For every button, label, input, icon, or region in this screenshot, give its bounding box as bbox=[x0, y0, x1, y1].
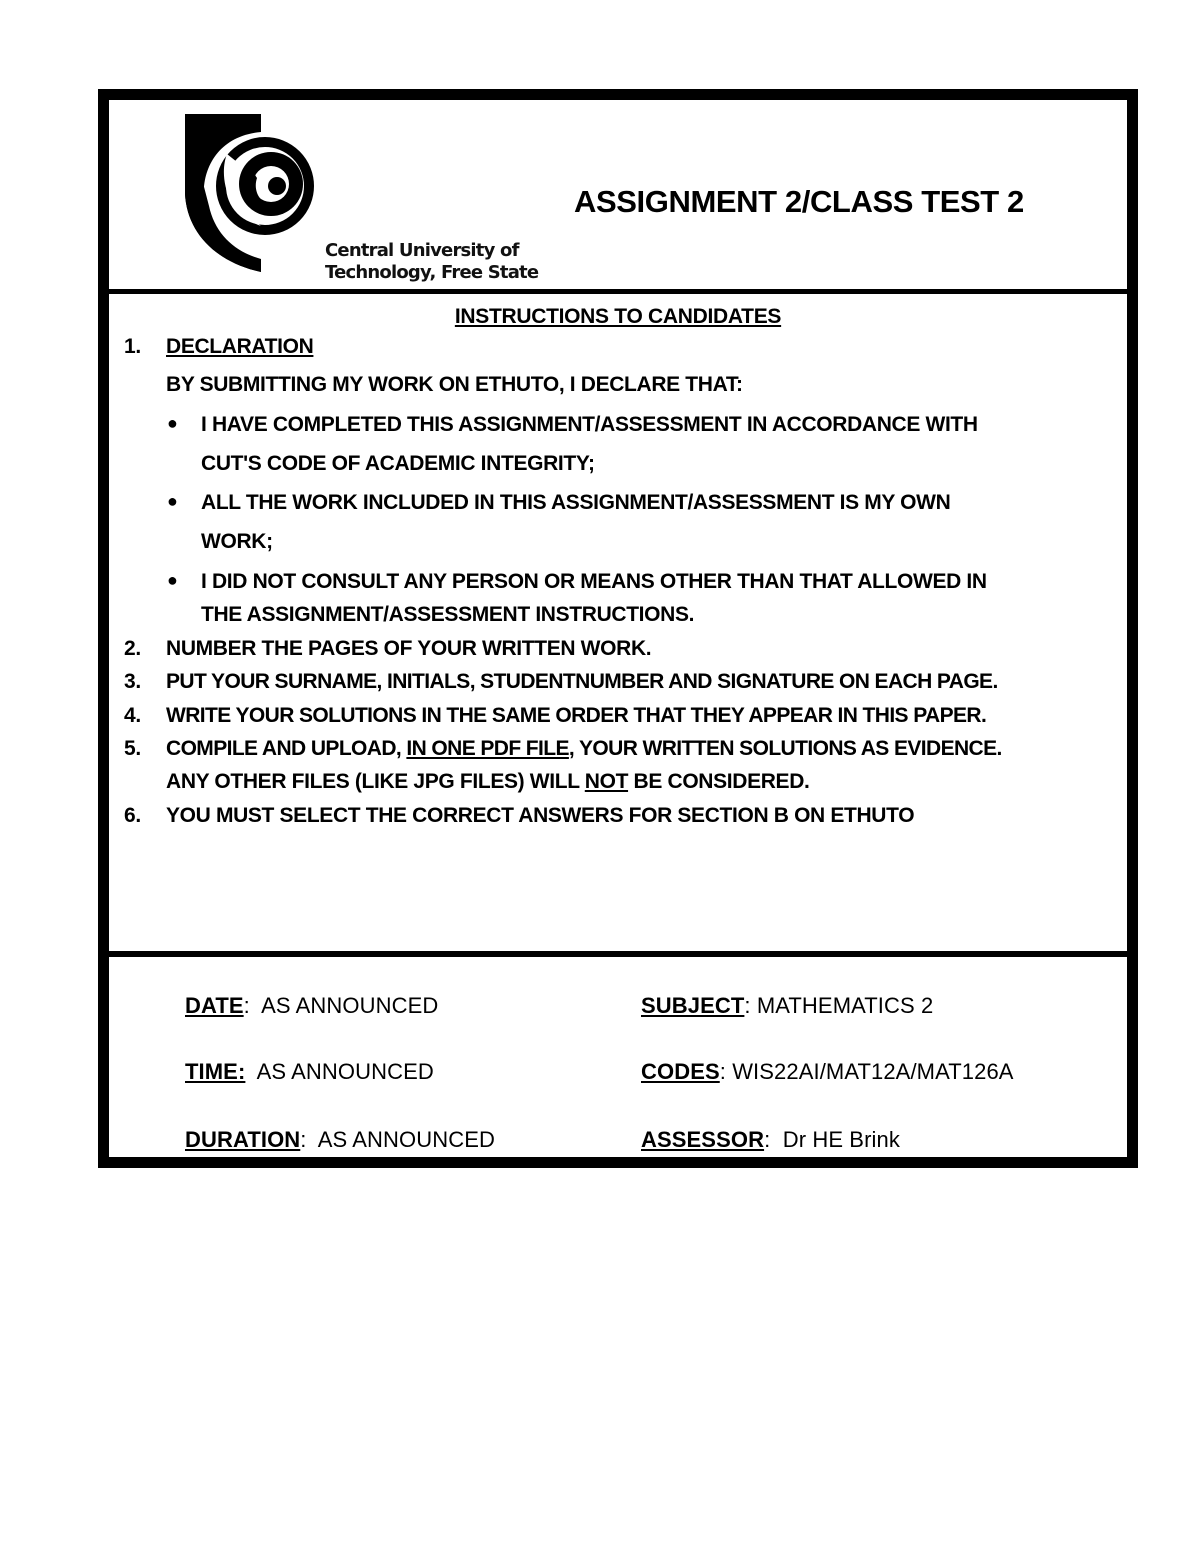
bullet-text-continued: CUT'S CODE OF ACADEMIC INTEGRITY; bbox=[201, 452, 595, 475]
declaration-label: DECLARATION bbox=[166, 335, 314, 358]
item-number: 1. bbox=[124, 335, 141, 358]
university-logo bbox=[175, 114, 539, 284]
bullet-icon: ● bbox=[167, 413, 178, 433]
date-value: AS ANNOUNCED bbox=[261, 993, 439, 1018]
item-text: NUMBER THE PAGES OF YOUR WRITTEN WORK. bbox=[166, 637, 652, 660]
declaration-intro: BY SUBMITTING MY WORK ON ETHUTO, I DECLARE THAT: bbox=[166, 373, 743, 396]
time-field bbox=[185, 1059, 434, 1085]
logo-name-line-1: Central University of bbox=[325, 240, 519, 261]
item-text: PUT YOUR SURNAME, INITIALS, STUDENTNUMBER AND SIGNATURE ON EACH PAGE. bbox=[166, 670, 998, 693]
item-text: YOU MUST SELECT THE CORRECT ANSWERS FOR SECTION B ON ETHUTO bbox=[166, 804, 915, 827]
document-frame bbox=[98, 89, 1138, 1168]
time-label: TIME: bbox=[185, 1059, 246, 1084]
details-section bbox=[109, 957, 1127, 1157]
item-number: 6. bbox=[124, 804, 141, 827]
codes-label: CODES bbox=[641, 1059, 720, 1084]
bullet-text: ALL THE WORK INCLUDED IN THIS ASSIGNMENT/ASSESSMENT IS MY OWN bbox=[201, 491, 951, 514]
bullet-icon: ● bbox=[167, 570, 178, 590]
subject-field: SUBJECT: MATHEMATICS 2 bbox=[641, 993, 934, 1018]
item-number: 5. bbox=[124, 737, 141, 760]
bullet-text: I HAVE COMPLETED THIS ASSIGNMENT/ASSESSMENT IN ACCORDANCE WITH bbox=[201, 413, 978, 436]
item-text: WRITE YOUR SOLUTIONS IN THE SAME ORDER THAT THEY APPEAR IN THIS PAPER. bbox=[166, 704, 987, 727]
instructions-heading: INSTRUCTIONS TO CANDIDATES bbox=[454, 305, 782, 328]
bullet-icon: ● bbox=[167, 491, 178, 511]
item-number: 3. bbox=[124, 670, 141, 693]
bullet-text: I DID NOT CONSULT ANY PERSON OR MEANS OTHER THAN THAT ALLOWED IN bbox=[201, 570, 987, 593]
assessor-label: ASSESSOR bbox=[641, 1127, 765, 1152]
instructions-section bbox=[109, 294, 1127, 957]
date-field: DATE: AS ANNOUNCED bbox=[185, 993, 439, 1018]
logo-wordmark bbox=[325, 240, 538, 284]
item-text-continued: ANY OTHER FILES (LIKE JPG FILES) WILL NOT BE CONSIDERED. bbox=[166, 770, 810, 793]
bullet-text-continued: WORK; bbox=[201, 530, 273, 553]
bullet-text-continued: THE ASSIGNMENT/ASSESSMENT INSTRUCTIONS. bbox=[201, 603, 695, 626]
logo-name-line-2: Technology, Free State bbox=[325, 262, 539, 283]
header-section bbox=[109, 100, 1127, 294]
codes-value: WIS22AI/MAT12A/MAT126A bbox=[732, 1059, 1014, 1084]
date-label: DATE bbox=[185, 993, 244, 1018]
time-value: AS ANNOUNCED bbox=[256, 1059, 434, 1084]
duration-label: DURATION bbox=[185, 1127, 301, 1152]
item-number: 2. bbox=[124, 637, 141, 660]
duration-value: AS ANNOUNCED bbox=[317, 1127, 495, 1152]
codes-field: CODES: WIS22AI/MAT12A/MAT126A bbox=[641, 1059, 1014, 1084]
duration-field: DURATION: AS ANNOUNCED bbox=[185, 1127, 495, 1152]
assessor-value: Dr HE Brink bbox=[782, 1127, 900, 1152]
document-title: ASSIGNMENT 2/CLASS TEST 2 bbox=[574, 184, 1024, 219]
item-number: 4. bbox=[124, 704, 141, 727]
subject-value: MATHEMATICS 2 bbox=[756, 993, 934, 1018]
subject-label: SUBJECT bbox=[641, 993, 745, 1018]
assessor-field: ASSESSOR: Dr HE Brink bbox=[641, 1127, 900, 1152]
item-text: COMPILE AND UPLOAD, IN ONE PDF FILE, YOUR WRITTEN SOLUTIONS AS EVIDENCE. bbox=[166, 737, 1002, 760]
